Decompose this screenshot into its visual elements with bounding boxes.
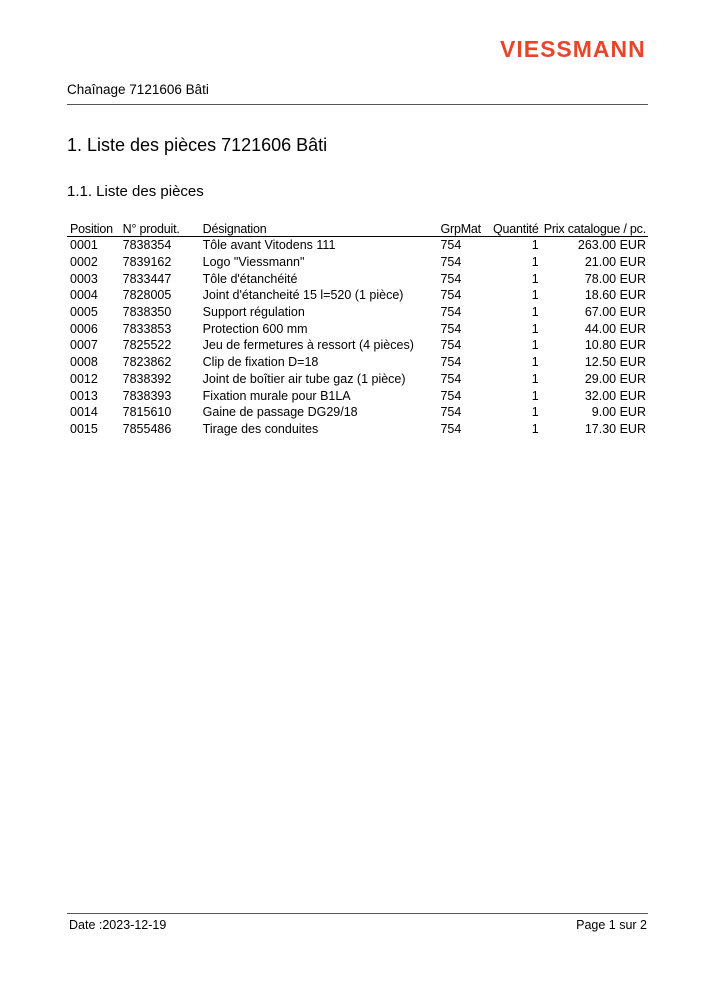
document-header-title: Chaînage 7121606 Bâti [67,82,209,97]
table-row [67,237,648,254]
cell-position: 0012 [70,371,98,386]
table-row [67,404,648,421]
cell-designation: Tôle avant Vitodens 111 [202,238,336,253]
cell-position: 0006 [70,321,98,336]
cell-price: 21.00 EUR [584,255,646,270]
cell-designation: Support régulation [202,305,305,320]
cell-price: 17.30 EUR [584,421,646,436]
cell-position: 0004 [70,288,98,303]
table-row [67,354,648,371]
footer-divider [67,913,648,914]
cell-position: 0003 [70,271,98,286]
cell-designation: Clip de fixation D=18 [202,355,319,370]
cell-grpmat: 754 [440,388,462,403]
footer-date: Date :2023-12-19 [69,918,167,932]
cell-quantity: 1 [531,371,539,386]
section-heading: 1. Liste des pièces 7121606 Bâti [67,135,328,155]
cell-product-number: 7838393 [122,388,172,403]
cell-designation: Jeu de fermetures à ressort (4 pièces) [202,338,414,353]
cell-quantity: 1 [531,421,539,436]
table-row [67,320,648,337]
cell-quantity: 1 [531,288,539,303]
cell-product-number: 7828005 [122,288,172,303]
cell-product-number: 7823862 [122,355,172,370]
cell-product-number: 7838350 [122,305,172,320]
cell-position: 0001 [70,238,98,253]
cell-position: 0014 [70,405,98,420]
cell-product-number: 7833853 [122,321,172,336]
cell-position: 0005 [70,305,98,320]
cell-price: 10.80 EUR [584,338,646,353]
cell-price: 18.60 EUR [584,288,646,303]
cell-designation: Joint de boîtier air tube gaz (1 pièce) [202,371,406,386]
cell-price: 32.00 EUR [584,388,646,403]
parts-table [67,221,648,437]
cell-position: 0002 [70,255,98,270]
cell-price: 67.00 EUR [584,305,646,320]
cell-quantity: 1 [531,355,539,370]
cell-quantity: 1 [531,405,539,420]
section-subheading: 1.1. Liste des pièces [67,183,204,200]
cell-grpmat: 754 [440,271,462,286]
cell-grpmat: 754 [440,371,462,386]
header-divider [67,104,648,105]
cell-product-number: 7815610 [122,405,172,420]
cell-designation: Fixation murale pour B1LA [202,388,351,403]
col-header-product-number: N° produit. [120,221,200,237]
table-row [67,287,648,304]
cell-product-number: 7833447 [122,271,172,286]
table-row [67,387,648,404]
cell-position: 0008 [70,355,98,370]
col-header-designation: Désignation [200,221,438,237]
cell-designation: Logo "Viessmann" [202,255,305,270]
cell-price: 44.00 EUR [584,321,646,336]
cell-grpmat: 754 [440,355,462,370]
cell-product-number: 7825522 [122,338,172,353]
cell-product-number: 7855486 [122,421,172,436]
col-header-position: Position [67,221,120,237]
cell-quantity: 1 [531,338,539,353]
col-header-grpmat: GrpMat [437,221,490,237]
viessmann-logo: VIESSMANN [500,36,646,62]
col-header-quantity: Quantité [490,221,541,237]
col-header-price: Prix catalogue / pc. [541,221,648,237]
cell-price: 12.50 EUR [584,355,646,370]
table-row [67,337,648,354]
cell-quantity: 1 [531,321,539,336]
cell-quantity: 1 [531,255,539,270]
table-row [67,270,648,287]
cell-grpmat: 754 [440,255,462,270]
table-row [67,304,648,321]
cell-position: 0015 [70,421,98,436]
footer-page-number: Page 1 sur 2 [576,918,647,932]
cell-price: 9.00 EUR [591,405,646,420]
cell-grpmat: 754 [440,238,462,253]
cell-grpmat: 754 [440,305,462,320]
cell-product-number: 7838392 [122,371,172,386]
cell-designation: Gaine de passage DG29/18 [202,405,358,420]
table-row [67,421,648,438]
cell-quantity: 1 [531,238,539,253]
cell-designation: Tirage des conduites [202,421,319,436]
cell-designation: Tôle d'étanchéité [202,271,298,286]
cell-position: 0007 [70,338,98,353]
cell-quantity: 1 [531,271,539,286]
table-header-row [67,221,648,237]
cell-product-number: 7838354 [122,238,172,253]
cell-grpmat: 754 [440,338,462,353]
cell-product-number: 7839162 [122,255,172,270]
cell-grpmat: 754 [440,405,462,420]
cell-designation: Protection 600 mm [202,321,308,336]
table-row [67,254,648,271]
cell-grpmat: 754 [440,321,462,336]
cell-price: 78.00 EUR [584,271,646,286]
cell-position: 0013 [70,388,98,403]
cell-price: 29.00 EUR [584,371,646,386]
cell-quantity: 1 [531,388,539,403]
cell-price: 263.00 EUR [577,238,646,253]
cell-designation: Joint d'étancheité 15 l=520 (1 pièce) [202,288,404,303]
cell-grpmat: 754 [440,288,462,303]
cell-quantity: 1 [531,305,539,320]
cell-grpmat: 754 [440,421,462,436]
table-row [67,371,648,388]
